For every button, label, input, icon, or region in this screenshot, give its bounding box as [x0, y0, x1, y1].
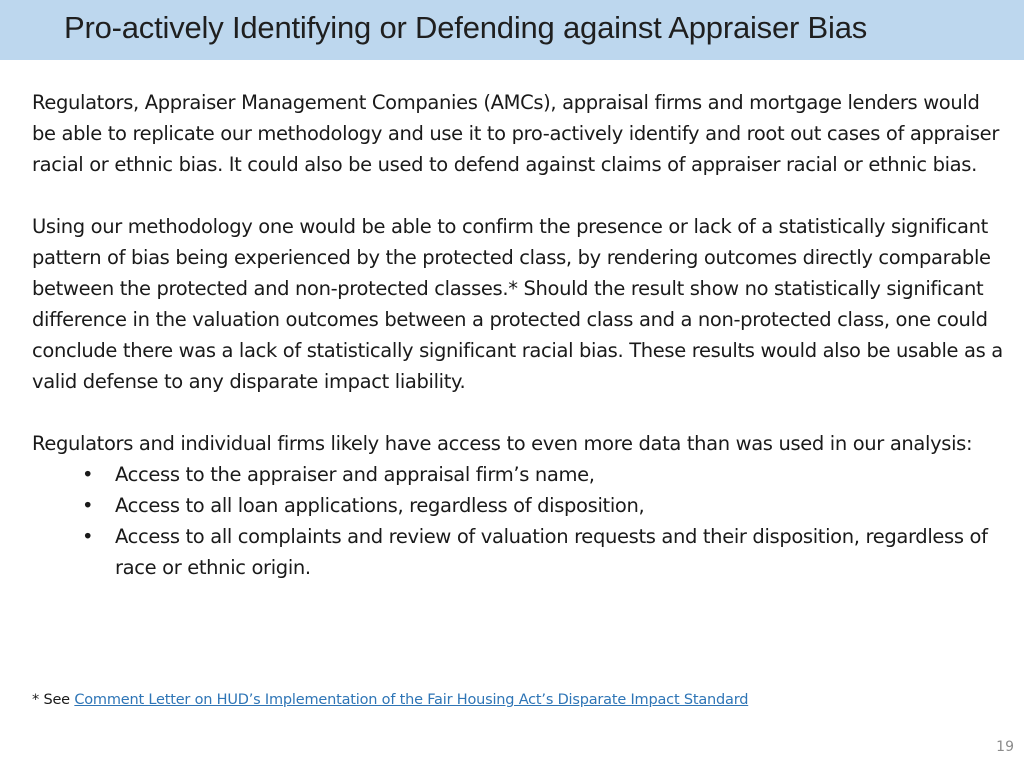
bullet-icon: • — [82, 525, 94, 548]
page-number: 19 — [996, 739, 1014, 755]
paragraph-regulators-replicate: Regulators, Appraiser Management Companies (AMCs), appraisal firms and mortgage lenders would be able to replicate our methodology and use it to pro-actively identify and root out cases of appraiser racial or ethnic bias. It could also be used to defend against claims of appraiser racial or ethnic bias. — [32, 91, 999, 176]
bullet-text: Access to all loan applications, regardless of disposition, — [115, 494, 645, 517]
bullet-item — [32, 521, 1007, 583]
bullet-text: Access to all complaints and review of valuation requests and their disposition, regardless of race or ethnic origin. — [115, 525, 988, 579]
paragraph-data-access: Regulators and individual firms likely have access to even more data than was used in our analysis: — [32, 432, 973, 455]
slide-title: Pro-actively Identifying or Defending against Appraiser Bias — [64, 10, 868, 45]
slide-body — [32, 87, 1007, 583]
footnote-link[interactable]: Comment Letter on HUD’s Implementation of the Fair Housing Act’s Disparate Impact Standard — [74, 692, 749, 708]
bullet-list — [32, 459, 1007, 583]
footnote-prefix: * See — [32, 692, 70, 708]
bullet-item — [32, 490, 1007, 521]
bullet-item — [32, 459, 1007, 490]
title-bar — [0, 0, 1024, 60]
bullet-icon: • — [82, 463, 94, 486]
paragraph-methodology: Using our methodology one would be able to confirm the presence or lack of a statistically significant pattern of bias being experienced by the protected class, by rendering outcomes directly comparable between the protected and non-protected classes.* Should the result show no statistically significant difference in the valuation outcomes between a protected class and a non-protected class, one could conclude there was a lack of statistically significant racial bias. These results would also be usable as a valid defense to any disparate impact liability. — [32, 215, 1003, 393]
bullet-icon: • — [82, 494, 94, 517]
bullet-text: Access to the appraiser and appraisal firm’s name, — [115, 463, 595, 486]
footnote — [32, 692, 748, 708]
